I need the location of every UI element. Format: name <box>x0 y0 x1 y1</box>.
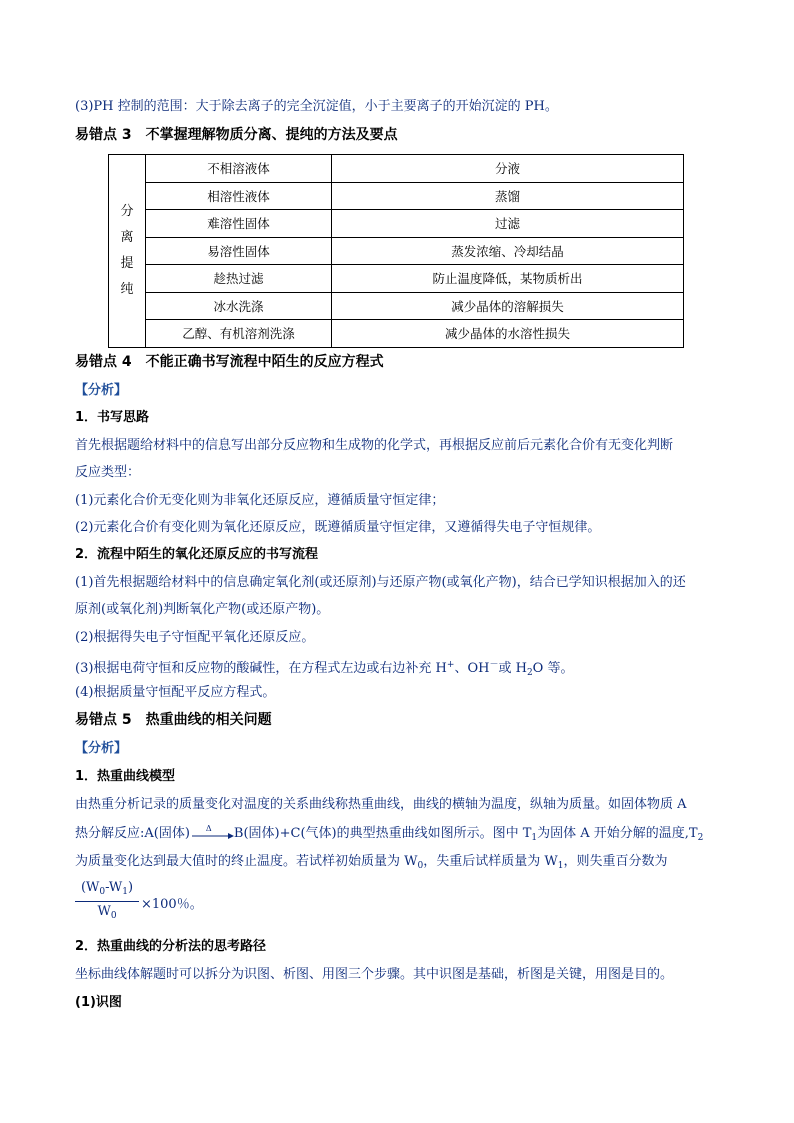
paragraph: (4)根据质量守恒配平反应方程式。 <box>75 685 276 700</box>
paragraph: 由热重分析记录的质量变化对温度的关系曲线称热重曲线，曲线的横轴为温度，纵轴为质量。如固体物质 A <box>75 797 687 812</box>
paragraph: (2)元素化合价有变化则为氧化还原反应，既遵循质量守恒定律，又遵循得失电子守恒规律。 <box>75 520 601 535</box>
section-redox-flow: 2．流程中陌生的氧化还原反应的书写流程 <box>75 547 319 562</box>
subscript: 1 <box>122 887 128 897</box>
text: 为质量变化达到最大值时的终止温度。若试样初始质量为 W <box>75 854 418 869</box>
subscript: 1 <box>531 833 538 843</box>
method-cell: 趁热过滤 <box>146 265 332 293</box>
section-thermogravimetric-model: 1．热重曲线模型 <box>75 769 176 784</box>
text: 、OH <box>454 661 490 676</box>
paragraph: (1)首先根据题给材料中的信息确定氧化剂(或还原剂)与还原产物(或氧化产物)，结合已学知识根据加入的还 <box>75 575 686 590</box>
text: (3)根据电荷守恒和反应物的酸碱性，在方程式左边或右边补充 H <box>75 661 447 676</box>
heat-arrow-icon <box>190 823 234 840</box>
text: -W <box>105 880 123 895</box>
group-char: 离 <box>120 229 134 245</box>
text: B(固体)+C(气体)的典型热重曲线如图所示。图中 T <box>233 826 532 841</box>
superscript: － <box>489 660 499 670</box>
table-row <box>109 210 684 238</box>
paragraph: 首先根据题给材料中的信息写出部分反应物和生成物的化学式，再根据反应前后元素化合价有无变化判断 <box>75 438 674 453</box>
paragraph: 原剂(或氧化剂)判断氧化产物(或还原产物)。 <box>75 602 330 617</box>
method-cell: 不相溶液体 <box>146 155 332 183</box>
table-row <box>109 155 684 183</box>
subscript: 0 <box>99 887 106 897</box>
method-cell: 易溶性固体 <box>146 237 332 265</box>
subscript: 1 <box>557 861 564 871</box>
ph-range-line: (3)PH 控制的范围：大于除去离子的完全沉淀值，小于主要离子的开始沉淀的 PH。 <box>75 99 558 114</box>
table-row <box>109 265 684 293</box>
subscript: 2 <box>697 833 704 843</box>
paragraph-charge-balance <box>75 656 573 682</box>
paragraph: (1)元素化合价无变化则为非氧化还原反应，遵循质量守恒定律； <box>75 493 445 508</box>
separation-methods-table <box>108 154 684 348</box>
approach-cell: 减少晶体的溶解损失 <box>332 292 684 320</box>
subscript: 0 <box>110 911 117 921</box>
section-analysis-path: 2．热重曲线的分析法的思考路径 <box>75 939 267 954</box>
text: 热分解反应:A(固体) <box>75 826 190 841</box>
group-char: 纯 <box>120 281 134 297</box>
approach-cell: 分液 <box>332 155 684 183</box>
table-row <box>109 182 684 210</box>
arrow-label: Δ <box>205 823 212 833</box>
method-cell: 冰水洗涤 <box>146 292 332 320</box>
heading-error-point-3: 易错点 3 不掌握理解物质分离、提纯的方法及要点 <box>75 127 398 143</box>
text: 或 H <box>498 661 527 676</box>
text: W <box>97 904 111 919</box>
fraction-tail: ×100％。 <box>141 897 203 912</box>
analysis-label-2: 【分析】 <box>75 741 128 756</box>
text: ，则失重百分数为 <box>563 854 668 869</box>
fraction-bar <box>75 901 139 902</box>
section-writing-approach: 1．书写思路 <box>75 410 150 425</box>
fraction-numerator: $(W_0-W_1)$ <box>80 880 134 897</box>
group-char: 分 <box>120 203 134 219</box>
text: W <box>86 880 100 895</box>
subscript: 2 <box>526 668 533 678</box>
paragraph: 反应类型： <box>75 465 141 480</box>
method-cell: 相溶性液体 <box>146 182 332 210</box>
paragraph: 坐标曲线体解题时可以拆分为识图、析图、用图三个步骤。其中识图是基础，析图是关键，用图是目的。 <box>75 967 674 982</box>
table-row <box>109 320 684 348</box>
text: 为固体 A 开始分解的温度,T <box>537 826 698 841</box>
subscript: 0 <box>417 861 424 871</box>
approach-cell: 蒸馏 <box>332 182 684 210</box>
table-row <box>109 292 684 320</box>
paragraph: (2)根据得失电子守恒配平氧化还原反应。 <box>75 630 315 645</box>
paragraph-weight-loss <box>75 853 667 875</box>
heading-error-point-4: 易错点 4 不能正确书写流程中陌生的反应方程式 <box>75 354 384 370</box>
text: O 等。 <box>532 661 574 676</box>
group-char: 提 <box>120 255 134 271</box>
approach-cell: 过滤 <box>332 210 684 238</box>
method-cell: 难溶性固体 <box>146 210 332 238</box>
method-cell: 乙醇、有机溶剂洗涤 <box>146 320 332 348</box>
paragraph-reaction <box>75 825 703 847</box>
table-row <box>109 237 684 265</box>
approach-cell: 防止温度降低，某物质析出 <box>332 265 684 293</box>
fraction-denominator <box>75 904 139 921</box>
subsection-read-chart: (1)识图 <box>75 995 122 1010</box>
approach-cell: 减少晶体的水溶性损失 <box>332 320 684 348</box>
approach-cell: 蒸发浓缩、冷却结晶 <box>332 237 684 265</box>
superscript: + <box>446 660 455 670</box>
text: ，失重后试样质量为 W <box>423 854 558 869</box>
analysis-label-1: 【分析】 <box>75 383 128 398</box>
heading-error-point-5: 易错点 5 热重曲线的相关问题 <box>75 712 272 728</box>
group-label-cell <box>109 155 146 348</box>
